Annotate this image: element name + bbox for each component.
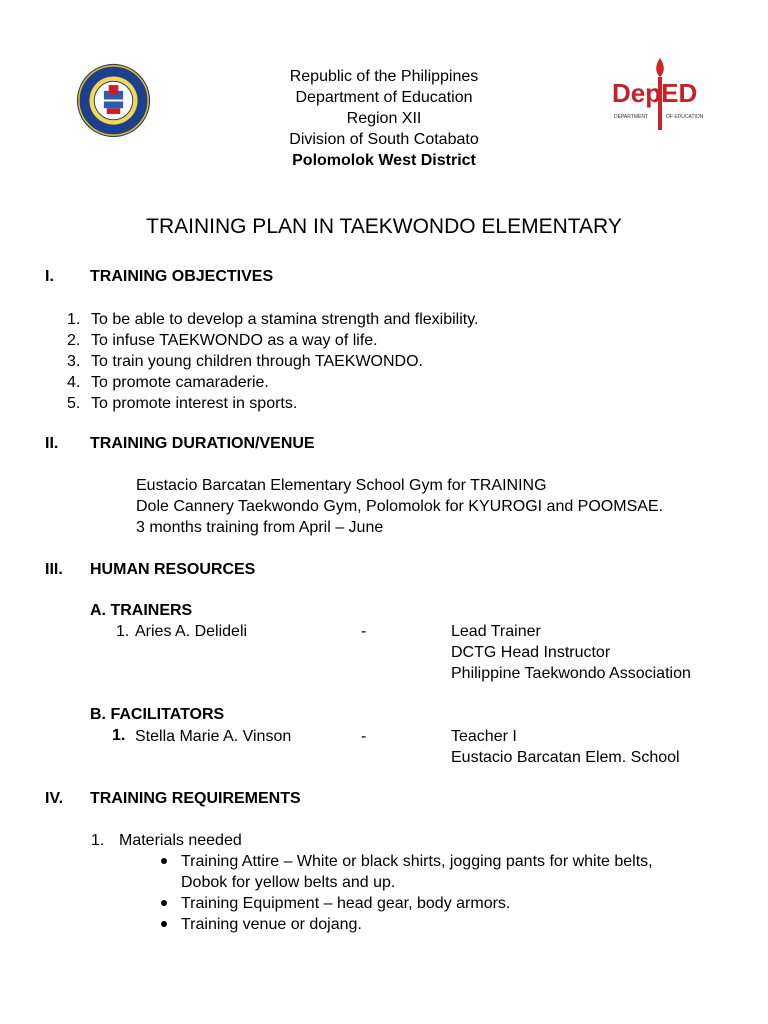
facilitator-role: Teacher I — [451, 728, 517, 745]
bullet-text: Training Equipment – head gear, body armors. — [181, 895, 511, 912]
header-line-division: Division of South Cotabato — [289, 131, 479, 148]
objective-number: 2. — [67, 332, 81, 349]
document-title: TRAINING PLAN IN TAEKWONDO ELEMENTARY — [146, 215, 622, 238]
objective-text: To promote camaraderie. — [91, 374, 269, 391]
objective-text: To train young children through TAEKWONDO. — [91, 353, 423, 370]
requirement-text: Materials needed — [119, 832, 242, 849]
bullet-icon — [161, 921, 167, 927]
trainer-role: Lead Trainer — [451, 623, 541, 640]
objective-text: To infuse TAEKWONDO as a way of life. — [91, 332, 378, 349]
section-2-heading: TRAINING DURATION/VENUE — [90, 435, 315, 452]
facilitators-heading: B. FACILITATORS — [90, 706, 225, 723]
bullet-text-continued: Dobok for yellow belts and up. — [181, 874, 396, 891]
objective-text: To be able to develop a stamina strength and flexibility. — [91, 311, 479, 328]
venue-line: 3 months training from April – June — [136, 519, 384, 536]
objective-number: 4. — [67, 374, 81, 391]
bullet-icon — [161, 900, 167, 906]
section-3-number: III. — [45, 561, 63, 578]
requirement-number: 1. — [91, 832, 105, 849]
venue-line: Dole Cannery Taekwondo Gym, Polomolok for KYUROGI and POOMSAE. — [136, 498, 664, 515]
header-line-country: Republic of the Philippines — [289, 68, 479, 85]
trainer-number: 1. — [116, 623, 130, 640]
section-2-number: II. — [45, 435, 59, 452]
venue-line: Eustacio Barcatan Elementary School Gym for TRAINING — [136, 477, 547, 494]
header-line-district: Polomolok West District — [292, 152, 476, 169]
objective-number: 3. — [67, 353, 81, 370]
objective-text: To promote interest in sports. — [91, 395, 298, 412]
trainers-heading: A. TRAINERS — [90, 602, 193, 619]
trainer-dash: - — [361, 623, 367, 640]
objective-number: 5. — [67, 395, 81, 412]
trainer-role: DCTG Head Instructor — [451, 644, 611, 661]
deped-logo-text: DepED — [612, 78, 698, 108]
section-1-number: I. — [45, 268, 54, 285]
bullet-text: Training Attire – White or black shirts, jogging pants for white belts, — [181, 853, 653, 870]
bullet-text: Training venue or dojang. — [181, 916, 362, 933]
facilitator-dash: - — [361, 728, 367, 745]
trainer-role: Philippine Taekwondo Association — [451, 665, 691, 682]
deped-sub-left: DEPARTMENT — [614, 114, 648, 120]
deped-sub-right: OF EDUCATION — [666, 114, 704, 120]
bullet-icon — [161, 858, 167, 864]
section-3-heading: HUMAN RESOURCES — [90, 561, 256, 578]
facilitator-number: 1. — [112, 727, 126, 744]
section-4-number: IV. — [45, 790, 64, 807]
letterhead — [0, 66, 768, 171]
facilitator-name: Stella Marie A. Vinson — [135, 728, 292, 745]
section-1-heading: TRAINING OBJECTIVES — [90, 268, 274, 285]
header-line-department: Department of Education — [295, 89, 473, 106]
trainer-name: Aries A. Delideli — [135, 623, 248, 640]
facilitator-role: Eustacio Barcatan Elem. School — [451, 749, 680, 766]
section-4-heading: TRAINING REQUIREMENTS — [90, 790, 301, 807]
objective-number: 1. — [67, 311, 81, 328]
header-line-region: Region XII — [346, 110, 422, 127]
